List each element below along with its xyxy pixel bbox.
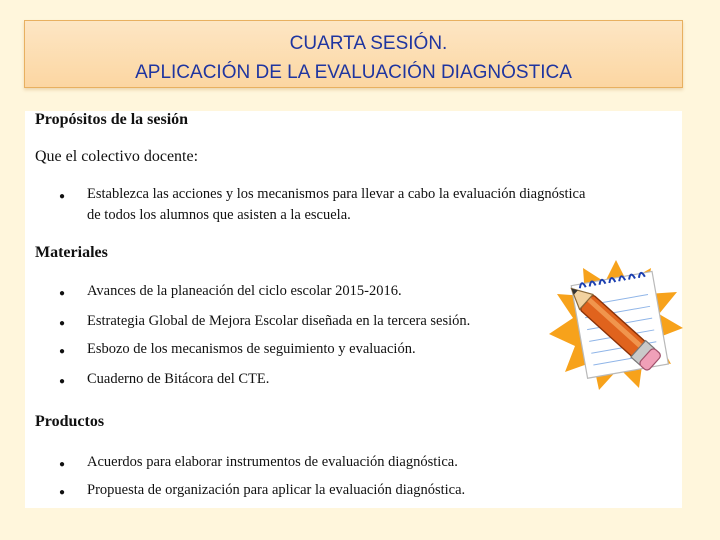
product-item: Acuerdos para elaborar instrumentos de evaluación diagnóstica.: [87, 454, 458, 470]
slide-title-box: [24, 20, 683, 88]
purposes-intro: Que el colectivo docente:: [35, 148, 199, 165]
bullet-icon: ●: [59, 376, 66, 387]
title-line-2: APLICACIÓN DE LA EVALUACIÓN DIAGNÓSTICA: [135, 62, 572, 83]
bullet-icon: ●: [59, 346, 66, 357]
bullet-icon: ●: [59, 487, 66, 498]
bullet-icon: ●: [59, 459, 66, 470]
bullet-icon: ●: [59, 191, 66, 202]
material-item: Cuaderno de Bitácora del CTE.: [87, 371, 270, 387]
purposes-heading: Propósitos de la sesión: [35, 111, 189, 128]
product-item: Propuesta de organización para aplicar la evaluación diagnóstica.: [87, 482, 466, 498]
document-panel: [25, 111, 682, 508]
title-line-1: CUARTA SESIÓN.: [289, 33, 448, 54]
notepad-pencil-icon: [547, 256, 685, 394]
bullet-icon: ●: [59, 288, 66, 299]
purpose-item-line-2: de todos los alumnos que asisten a la escuela.: [87, 207, 351, 223]
purpose-item-line-1: Establezca las acciones y los mecanismos para llevar a cabo la evaluación diagnóstica: [87, 186, 586, 202]
materials-heading: Materiales: [35, 244, 108, 261]
bullet-icon: ●: [59, 318, 66, 329]
material-item: Esbozo de los mecanismos de seguimiento y evaluación.: [87, 341, 416, 357]
material-item: Avances de la planeación del ciclo escolar 2015-2016.: [87, 283, 402, 299]
products-heading: Productos: [35, 413, 105, 430]
material-item: Estrategia Global de Mejora Escolar diseñada en la tercera sesión.: [87, 313, 471, 329]
